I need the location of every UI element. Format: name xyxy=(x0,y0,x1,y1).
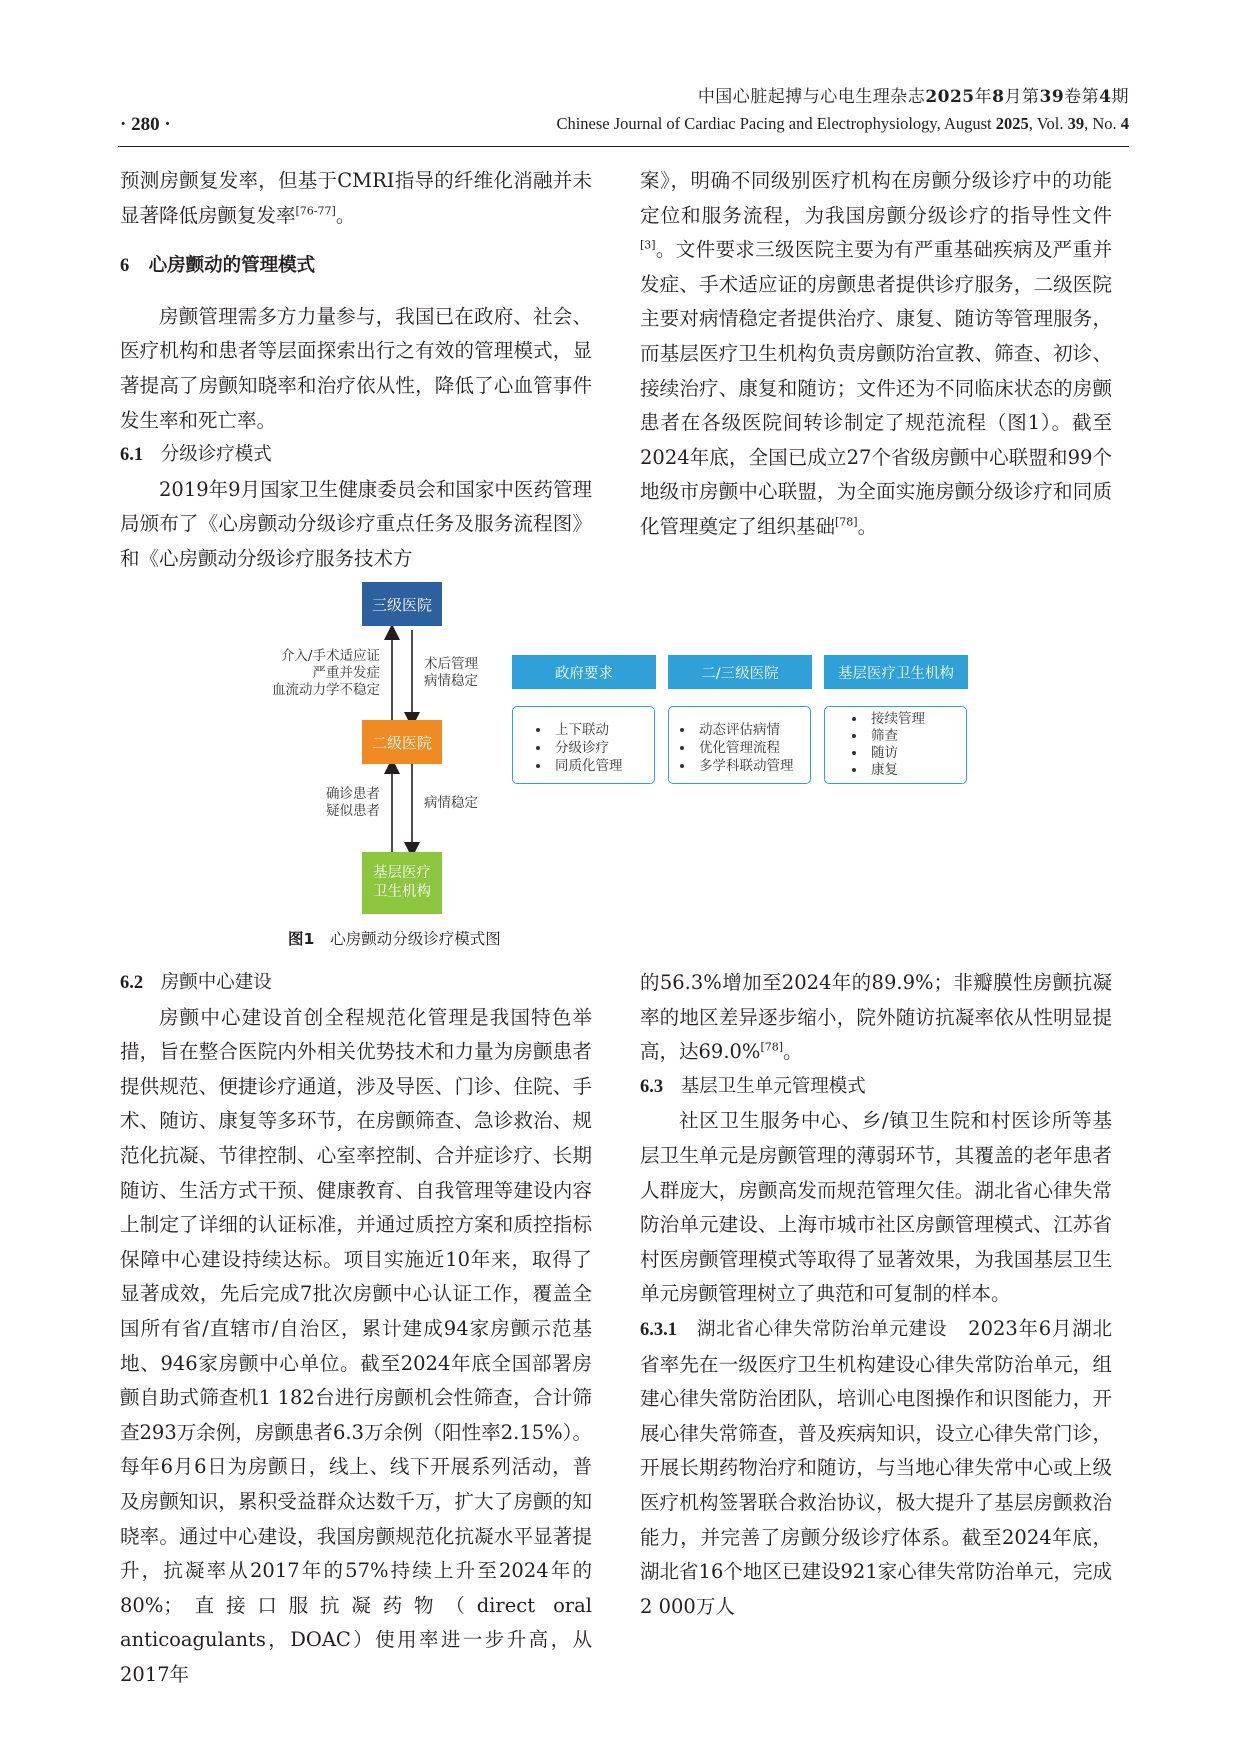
list-item: • 筛查 xyxy=(867,728,966,745)
header-vol: 39 xyxy=(1039,87,1065,107)
section-heading-6: 6 心房颤动的管理模式 xyxy=(120,255,316,277)
vol-label: Vol. xyxy=(1036,114,1064,133)
section-heading-6-1: 6.1 分级诊疗模式 xyxy=(120,444,272,466)
upward-referral-label: 介入/手术适应证 严重并发症 血流动力学不稳定 xyxy=(272,648,380,698)
panel-title-hospital: 二/三级医院 xyxy=(668,655,812,689)
secondary-hospital-box: 二级医院 xyxy=(362,720,442,764)
journal-name-en: Chinese Journal of Cardiac Pacing and Electrophysiology, August xyxy=(556,114,992,133)
list-item: • 动态评估病情 xyxy=(695,721,810,739)
left-column-top xyxy=(120,164,592,577)
list-item: • 分级诊疗 xyxy=(551,739,654,757)
paragraph: 案》，明确不同级别医疗机构在房颤分级诊疗中的功能定位和服务流程，为我国房颤分级诊疗的指导性文件[3]。文件要求三级医院主要为有严重基础疾病及严重并发症、手术适应证的房颤患者提供诊疗服务，二级医院主要对病情稳定者提供治疗、康复、随访等管理服务，而基层医疗卫生机构负责房颤防治宣教、筛查、初诊、接续治疗、康复和随访；文件还为不同临床状态的房颤患者在各级医院间转诊制定了规范流程（图1）。截至2024年底，全国已成立27个省级房颤中心联盟和99个地级市房颤中心联盟，为全面实施房颤分级诊疗和同质化管理奠定了组织基础[78]。 xyxy=(640,169,1112,538)
panel-title-government: 政府要求 xyxy=(512,655,656,689)
paragraph: 社区卫生服务中心、乡/镇卫生院和村医诊所等基层卫生单元是房颤管理的薄弱环节，其覆盖的老年患者人群庞大，房颤高发而规范管理欠佳。湖北省心律失常防治单元建设、上海市城市社区房颤管理模式、江苏省村医房颤管理模式等取得了显著效果，为我国基层卫生单元房颤管理树立了典范和可复制的样本。 xyxy=(640,1109,1112,1306)
paragraph: 的56.3%增加至2024年的89.9%；非瓣膜性房颤抗凝率的地区差异逐步缩小，院外随访抗凝率依从性明显提高，达69.0%[78]。 xyxy=(640,971,1112,1064)
running-header-cn: 中国心脏起搏与心电生理杂志2025年8月第39卷第4期 xyxy=(697,87,1129,107)
running-header-en: Chinese Journal of Cardiac Pacing and Electrophysiology, August 2025, Vol. 39, No. 4 xyxy=(556,114,1129,133)
paragraph: 预测房颤复发率，但基于CMRI指导的纤维化消融并未显著降低房颤复发率[76-77]。 xyxy=(120,169,592,227)
paragraph: 2019年9月国家卫生健康委员会和国家中医药管理局颁布了《心房颤动分级诊疗重点任务及服务流程图》和《心房颤动分级诊疗服务技术方 xyxy=(120,477,592,570)
header-no: 4 xyxy=(1099,87,1112,107)
citation: [3] xyxy=(640,238,656,252)
header-vol-en: 39 xyxy=(1067,114,1085,133)
header-year: 2025 xyxy=(925,87,975,107)
paragraph: 房颤中心建设首创全程规范化管理是我国特色举措，旨在整合医院内外相关优势技术和力量为房颤患者提供规范、便捷诊疗通道，涉及导医、门诊、住院、手术、随访、康复等多环节，在房颤筛查、急诊救治、规范化抗凝、节律控制、心室率控制、合并症诊疗、长期随访、生活方式干预、健康教育、自我管理等建设内容上制定了详细的认证标准，并通过质控方案和质控指标保障中心建设持续达标。项目实施近10年来，取得了显著成效，先后完成7批次房颤中心认证工作，覆盖全国所有省/直辖市/自治区，累计建成94家房颤示范基地、946家房颤中心单位。截至2024年底全国部署房颤自助式筛查机1 182台进行房颤机会性筛查，合计筛查293万余例，房颤患者6.3万余例（阳性率2.15%）。每年6月6日为房颤日，线上、线下开展系列活动，普及房颤知识，累积受益群众达数千万，扩大了房颤的知晓率。通过中心建设，我国房颤规范化抗凝水平显著提升，抗凝率从2017年的57%持续上升至2024年的80%；直接口服抗凝药物（direct oral anticoagulants，DOAC）使用率进一步升高，从2017年 xyxy=(120,1005,592,1686)
citation: [78] xyxy=(760,1040,784,1054)
citation: [78] xyxy=(835,515,858,529)
paragraph: 房颤管理需多方力量参与，我国已在政府、社会、医疗机构和患者等层面探索出行之有效的管理模式，显著提高了房颤知晓率和治疗依从性，降低了心血管事件发生率和死亡率。 xyxy=(120,304,592,432)
panel-government xyxy=(512,706,655,784)
diagnosed-suspected-label: 确诊患者 疑似患者 xyxy=(326,786,380,819)
header-no-en: 4 xyxy=(1120,114,1129,133)
header-rule xyxy=(118,146,1129,147)
panel-primary xyxy=(824,706,967,784)
section-heading-6-3: 6.3 基层卫生单元管理模式 xyxy=(640,1075,866,1097)
header-month: 8 xyxy=(992,87,1005,107)
section-heading-6-3-1: 6.3.1 湖北省心律失常防治单元建设 xyxy=(640,1318,948,1340)
figure-caption: 图1 心房颤动分级诊疗模式图 xyxy=(288,930,501,948)
primary-care-box: 基层医疗 卫生机构 xyxy=(362,852,442,914)
panel-title-primary: 基层医疗卫生机构 xyxy=(824,655,968,689)
no-label: No. xyxy=(1092,114,1117,133)
list-item: • 上下联动 xyxy=(551,721,654,739)
list-item: • 接续管理 xyxy=(867,711,966,728)
section-heading-6-2: 6.2 房颤中心建设 xyxy=(120,972,272,993)
paragraph: 6.3.1 湖北省心律失常防治单元建设 2023年6月湖北省率先在一级医疗卫生机构建设心律失常防治单元，组建心律失常防治团队，培训心电图操作和识图能力，开展心律失常筛查，普及疾病知识，设立心律失常门诊，开展长期药物治疗和随访，与当地心律失常中心或上级医疗机构签署联合救治协议，极大提升了基层房颤救治能力，并完善了房颤分级诊疗体系。截至2024年底，湖北省16个地区已建设921家心律失常防治单元，完成2 000万人 xyxy=(640,1316,1112,1618)
right-column-top xyxy=(640,164,1112,545)
header-year-en: 2025 xyxy=(995,114,1029,133)
panel-hospital xyxy=(668,706,811,784)
stable-condition-label: 病情稳定 xyxy=(424,795,478,811)
list-item: • 多学科联动管理 xyxy=(695,757,810,775)
journal-name-cn: 中国心脏起搏与心电生理杂志 xyxy=(697,87,926,107)
list-item: • 康复 xyxy=(867,762,966,779)
list-item: • 同质化管理 xyxy=(551,757,654,775)
citation: [76-77] xyxy=(295,204,336,218)
list-item: • 随访 xyxy=(867,745,966,762)
list-item: • 优化管理流程 xyxy=(695,739,810,757)
right-column-bottom xyxy=(640,966,1112,1624)
downward-referral-label: 术后管理 病情稳定 xyxy=(424,656,478,689)
tertiary-hospital-box: 三级医院 xyxy=(362,582,442,626)
page-number: · 280 · xyxy=(120,114,171,135)
left-column-bottom xyxy=(120,966,592,1692)
